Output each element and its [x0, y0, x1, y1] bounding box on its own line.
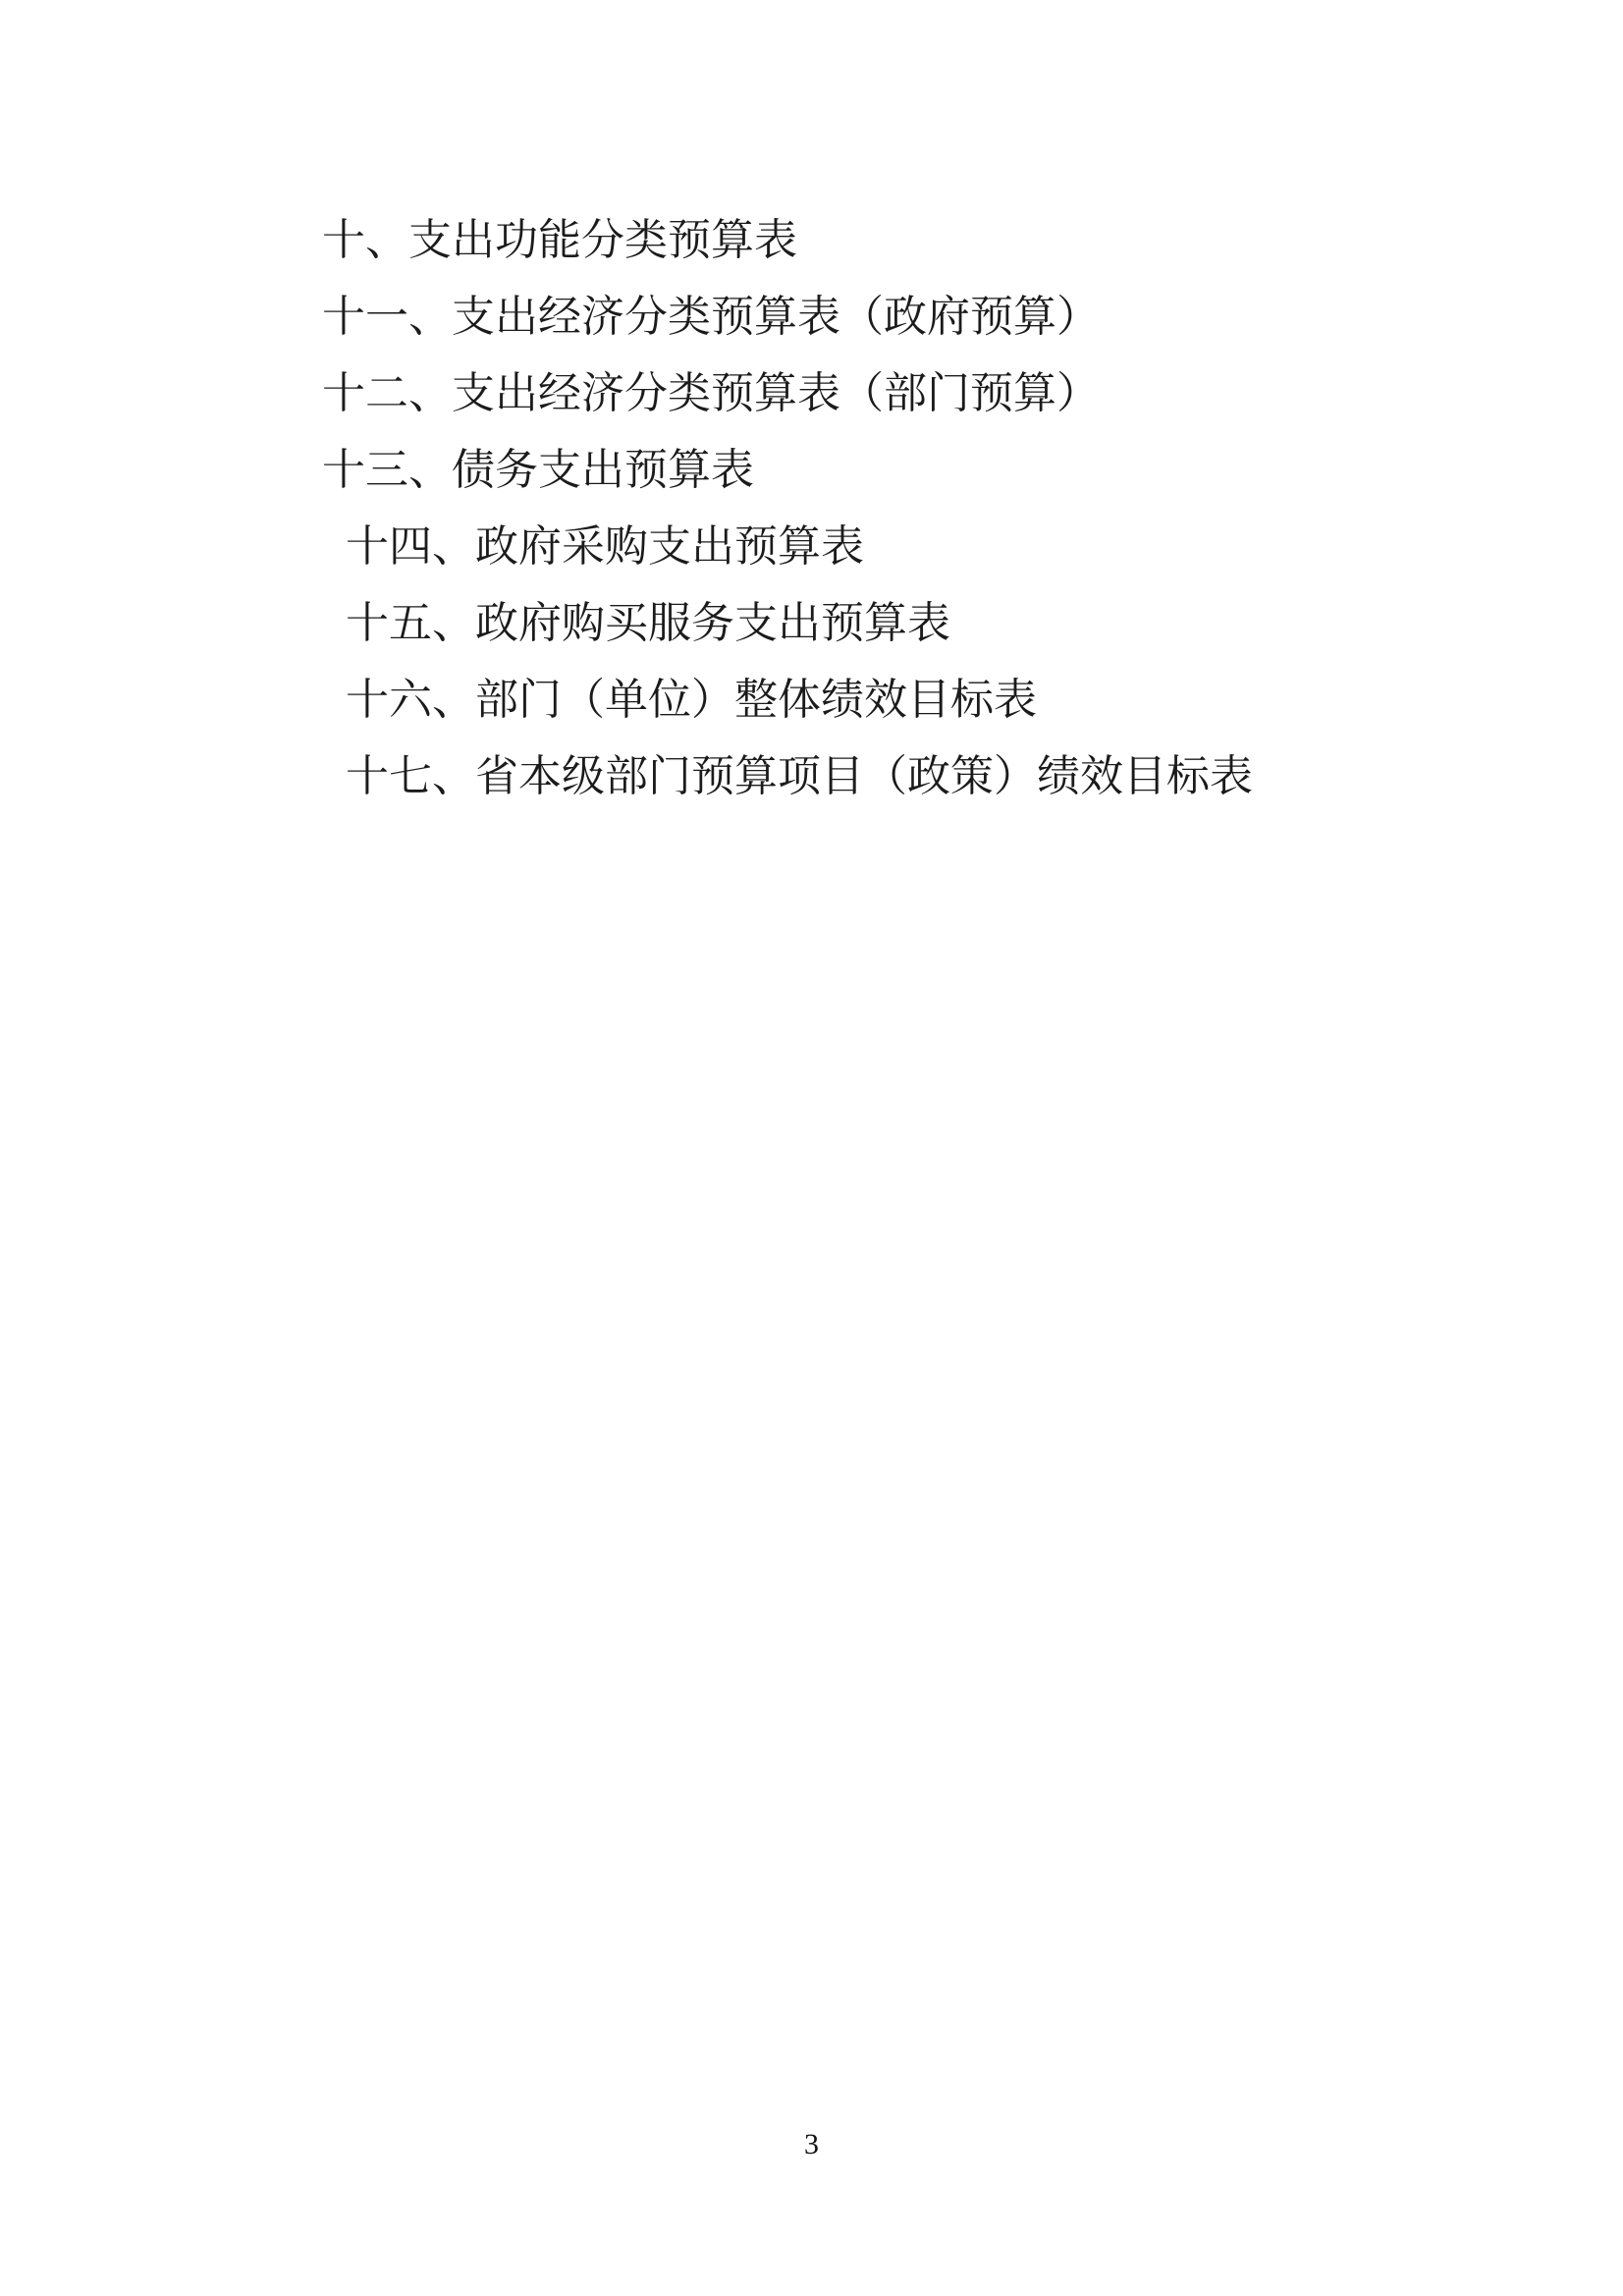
page-number: 3: [804, 2128, 819, 2160]
toc-item-10: 十、支出功能分类预算表: [322, 216, 797, 264]
toc-item-13: 十三、债务支出预算表: [322, 446, 754, 494]
toc-item-11: 十一、支出经济分类预算表（政府预算）: [322, 293, 1100, 341]
page-footer: [0, 2129, 1623, 2160]
toc-item-15: 十五、政府购买服务支出预算表: [346, 599, 950, 647]
toc-item-12: 十二、支出经济分类预算表（部门预算）: [322, 369, 1100, 417]
table-of-contents: [322, 202, 1564, 815]
toc-item-16: 十六、部门（单位）整体绩效目标表: [346, 676, 1037, 724]
toc-item-17: 十七、省本级部门预算项目（政策）绩效目标表: [346, 752, 1253, 800]
toc-item-14: 十四、政府采购支出预算表: [346, 522, 864, 571]
